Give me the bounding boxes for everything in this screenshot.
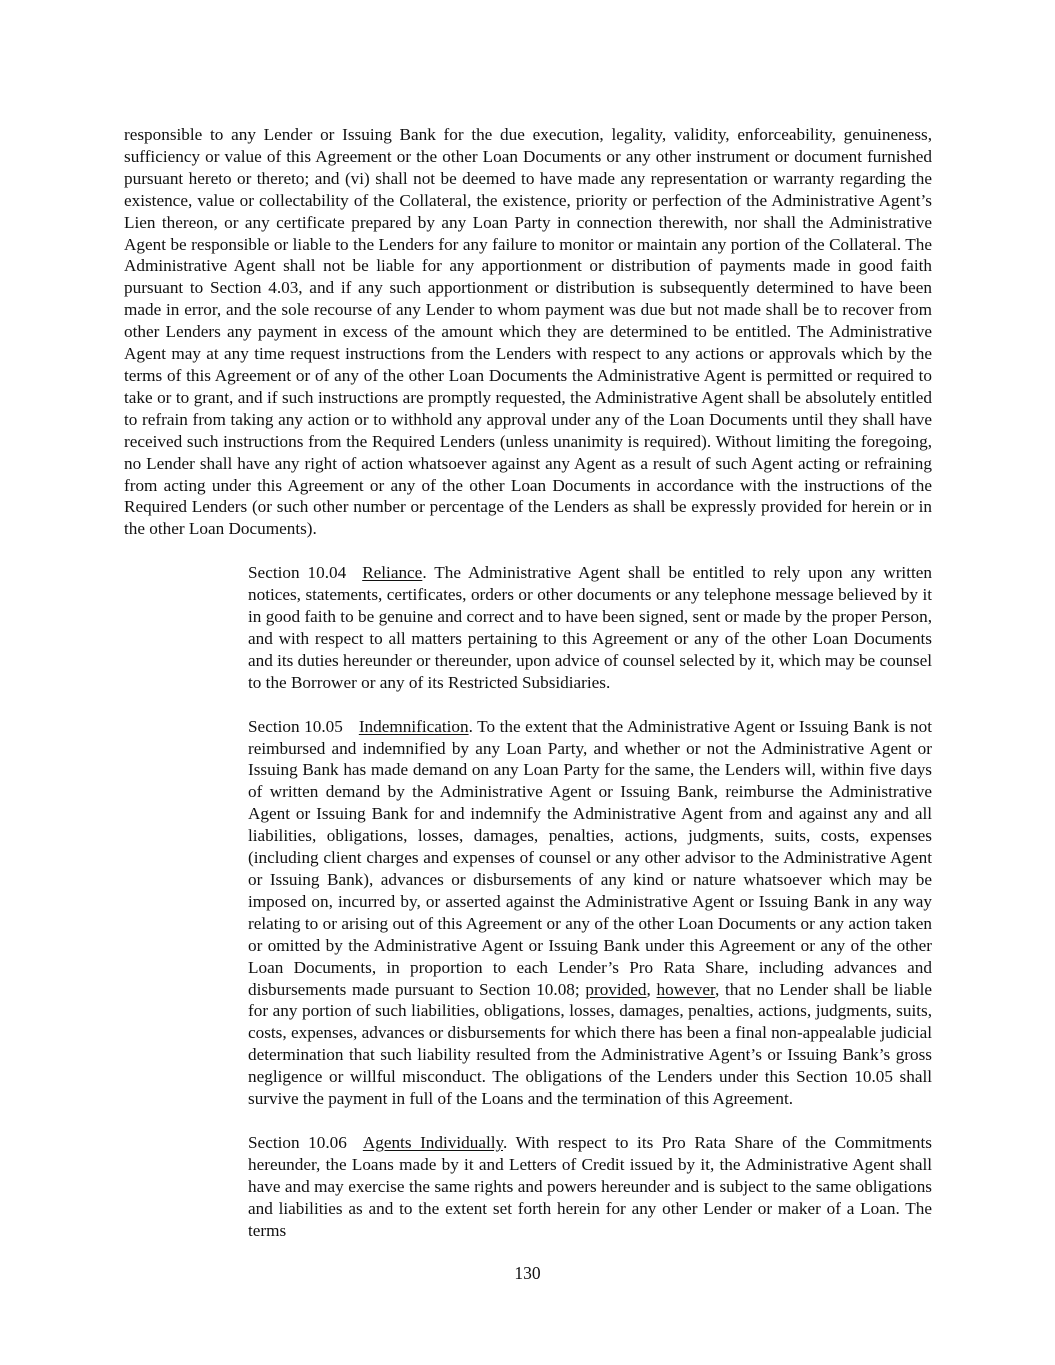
section-10-04: Section 10.04 Reliance. The Administrative Agent shall be entitled to rely upon any written notices, statements, certificates, orders or other documents or any telephone message believed by it in good faith to be genuine and correct and to have been signed, sent or made by the proper Person, and with respect to all matters pertaining to this Agreement or any of the other Loan Documents and its duties hereunder or thereunder, upon advice of counsel selected by it, which may be counsel to the Borrower or any of its Restricted Subsidiaries. [248, 563, 932, 692]
section-heading-agents-individually: Agents Individually [362, 1132, 503, 1152]
provided-term: provided [585, 979, 647, 999]
section-number: Section 10.05 [248, 716, 343, 736]
continuation-paragraph: responsible to any Lender or Issuing Bank for the due execution, legality, validity, enforceability, genuineness, sufficiency or value of this Agreement or the other Loan Documents or any other instrument or document furnished pursuant hereto or thereto; and (vi) shall not be deemed to have made any representation or warranty regarding the existence, value or collectability of the Collateral, the existence, priority or perfection of the Administrative Agent’s Lien thereon, or any certificate prepared by any Loan Party in connection therewith, nor shall the Administrative Agent be responsible or liable to the Lenders for any failure to monitor or maintain any portion of the Collateral. The Administrative Agent shall not be liable for any apportionment or distribution of payments made in good faith pursuant to Section 4.03, and if any such apportionment or distribution is subsequently determined to have been made in error, and the sole recourse of any Lender to whom payment was due but not made shall be to recover from other Lenders any payment in excess of the amount which they are determined to be entitled. The Administrative Agent may at any time request instructions from the Lenders with respect to any actions or approvals which by the terms of this Agreement or of any of the other Loan Documents the Administrative Agent is permitted or required to take or to grant, and if such instructions are promptly requested, the Administrative Agent shall be absolutely entitled to refrain from taking any action or to withhold any approval under any of the Loan Documents until they shall have received such instructions from the Required Lenders (unless unanimity is required). Without limiting the foregoing, no Lender shall have any right of action whatsoever against any Agent as a result of such Agent acting or refraining from acting under this Agreement or any of the other Loan Documents in accordance with the instructions of the Required Lenders (or such other number or percentage of the Lenders as shall be expressly provided for herein or in the other Loan Documents). [124, 125, 932, 539]
section-heading-reliance: Reliance [362, 563, 423, 583]
section-body: To the extent that the Administrative Agent or Issuing Bank is not reimbursed and indemnified by any Loan Party, and whether or not the Administrative Agent or Issuing Bank has made demand on any Loan Party for the same, the Lenders will, within five days of written demand by the Administrative Agent or Issuing Bank, reimburse the Administrative Agent or Issuing Bank for and indemnify the Administrative Agent from and against any and all liabilities, obligations, losses, damages, penalties, actions, judgments, suits, costs, expenses (including client charges and expenses of counsel or any other advisor to the Administrative Agent or Issuing Bank), advances or disbursements of any kind or nature whatsoever which may be imposed on, incurred by, or asserted against the Administrative Agent or Issuing Bank in any way relating to or arising out of this Agreement or any of the other Loan Documents or any action taken or omitted by the Administrative Agent or Issuing Bank under this Agreement or any of the other Loan Documents, in proportion to each Lender’s Pro Rata Share, including advances and disbursements made pursuant to Section 10.08; [248, 716, 932, 999]
section-body-continued: , that no Lender shall be liable for any portion of such liabilities, obligations, losses, damages, penalties, actions, judgments, suits, costs, expenses, advances or disbursements for which there has been a final non-appealable judicial determination that such liability resulted from the Administrative Agent’s or Issuing Bank’s gross negligence or willful misconduct. The obligations of the Lenders under this Section 10.05 shall survive the payment in full of the Loans and the termination of this Agreement. [248, 979, 933, 1109]
document-page [124, 124, 932, 1264]
section-10-05: Section 10.05 Indemnification. To the extent that the Administrative Agent or Issuing Bank is not reimbursed and indemnified by any Loan Party, and whether or not the Administrative Agent or Issuing Bank has made demand on any Loan Party for the same, the Lenders will, within five days of written demand by the Administrative Agent or Issuing Bank, reimburse the Administrative Agent or Issuing Bank for and indemnify the Administrative Agent from and against any and all liabilities, obligations, losses, damages, penalties, actions, judgments, suits, costs, expenses (including client charges and expenses of counsel or any other advisor to the Administrative Agent or Issuing Bank), advances or disbursements of any kind or nature whatsoever which may be imposed on, incurred by, or asserted against the Administrative Agent or Issuing Bank in any way relating to or arising out of this Agreement or any of the other Loan Documents or any action taken or omitted by the Administrative Agent or Issuing Bank under this Agreement or any of the other Loan Documents, in proportion to each Lender’s Pro Rata Share, including advances and disbursements made pursuant to Section 10.08; provided, however, that no Lender shall be liable for any portion of such liabilities, obligations, losses, damages, penalties, actions, judgments, suits, costs, expenses, advances or disbursements for which there has been a final non-appealable judicial determination that such liability resulted from the Administrative Agent’s or Issuing Bank’s gross negligence or willful misconduct. The obligations of the Lenders under this Section 10.05 shall survive the payment in full of the Loans and the termination of this Agreement. [248, 716, 933, 1109]
section-number: Section 10.04 [248, 563, 347, 583]
page-number: 130 [514, 1263, 541, 1283]
however-term: however [656, 979, 715, 999]
section-number: Section 10.06 [248, 1132, 347, 1152]
section-body: The Administrative Agent shall be entitled to rely upon any written notices, statements, certificates, orders or other documents or any telephone message believed by it in good faith to be genuine and correct and to have been signed, sent or made by the proper Person, and with respect to all matters pertaining to this Agreement or any of the other Loan Documents and its duties hereunder or thereunder, upon advice of counsel selected by it, which may be counsel to the Borrower or any of its Restricted Subsidiaries. [248, 563, 932, 692]
section-10-06: Section 10.06 Agents Individually. With respect to its Pro Rata Share of the Commitments hereunder, the Loans made by it and Letters of Credit issued by it, the Administrative Agent shall have and may exercise the same rights and powers hereunder and is subject to the same obligations and liabilities as and to the extent set forth herein for any other Lender or maker of a Loan. The terms [248, 1132, 932, 1240]
section-heading-indemnification: Indemnification [358, 716, 469, 736]
section-body: With respect to its Pro Rata Share of the Commitments hereunder, the Loans made by it and Letters of Credit issued by it, the Administrative Agent shall have and may exercise the same rights and powers hereunder and is subject to the same obligations and liabilities as and to the extent set forth herein for any other Lender or maker of a Loan. The terms [248, 1132, 932, 1240]
